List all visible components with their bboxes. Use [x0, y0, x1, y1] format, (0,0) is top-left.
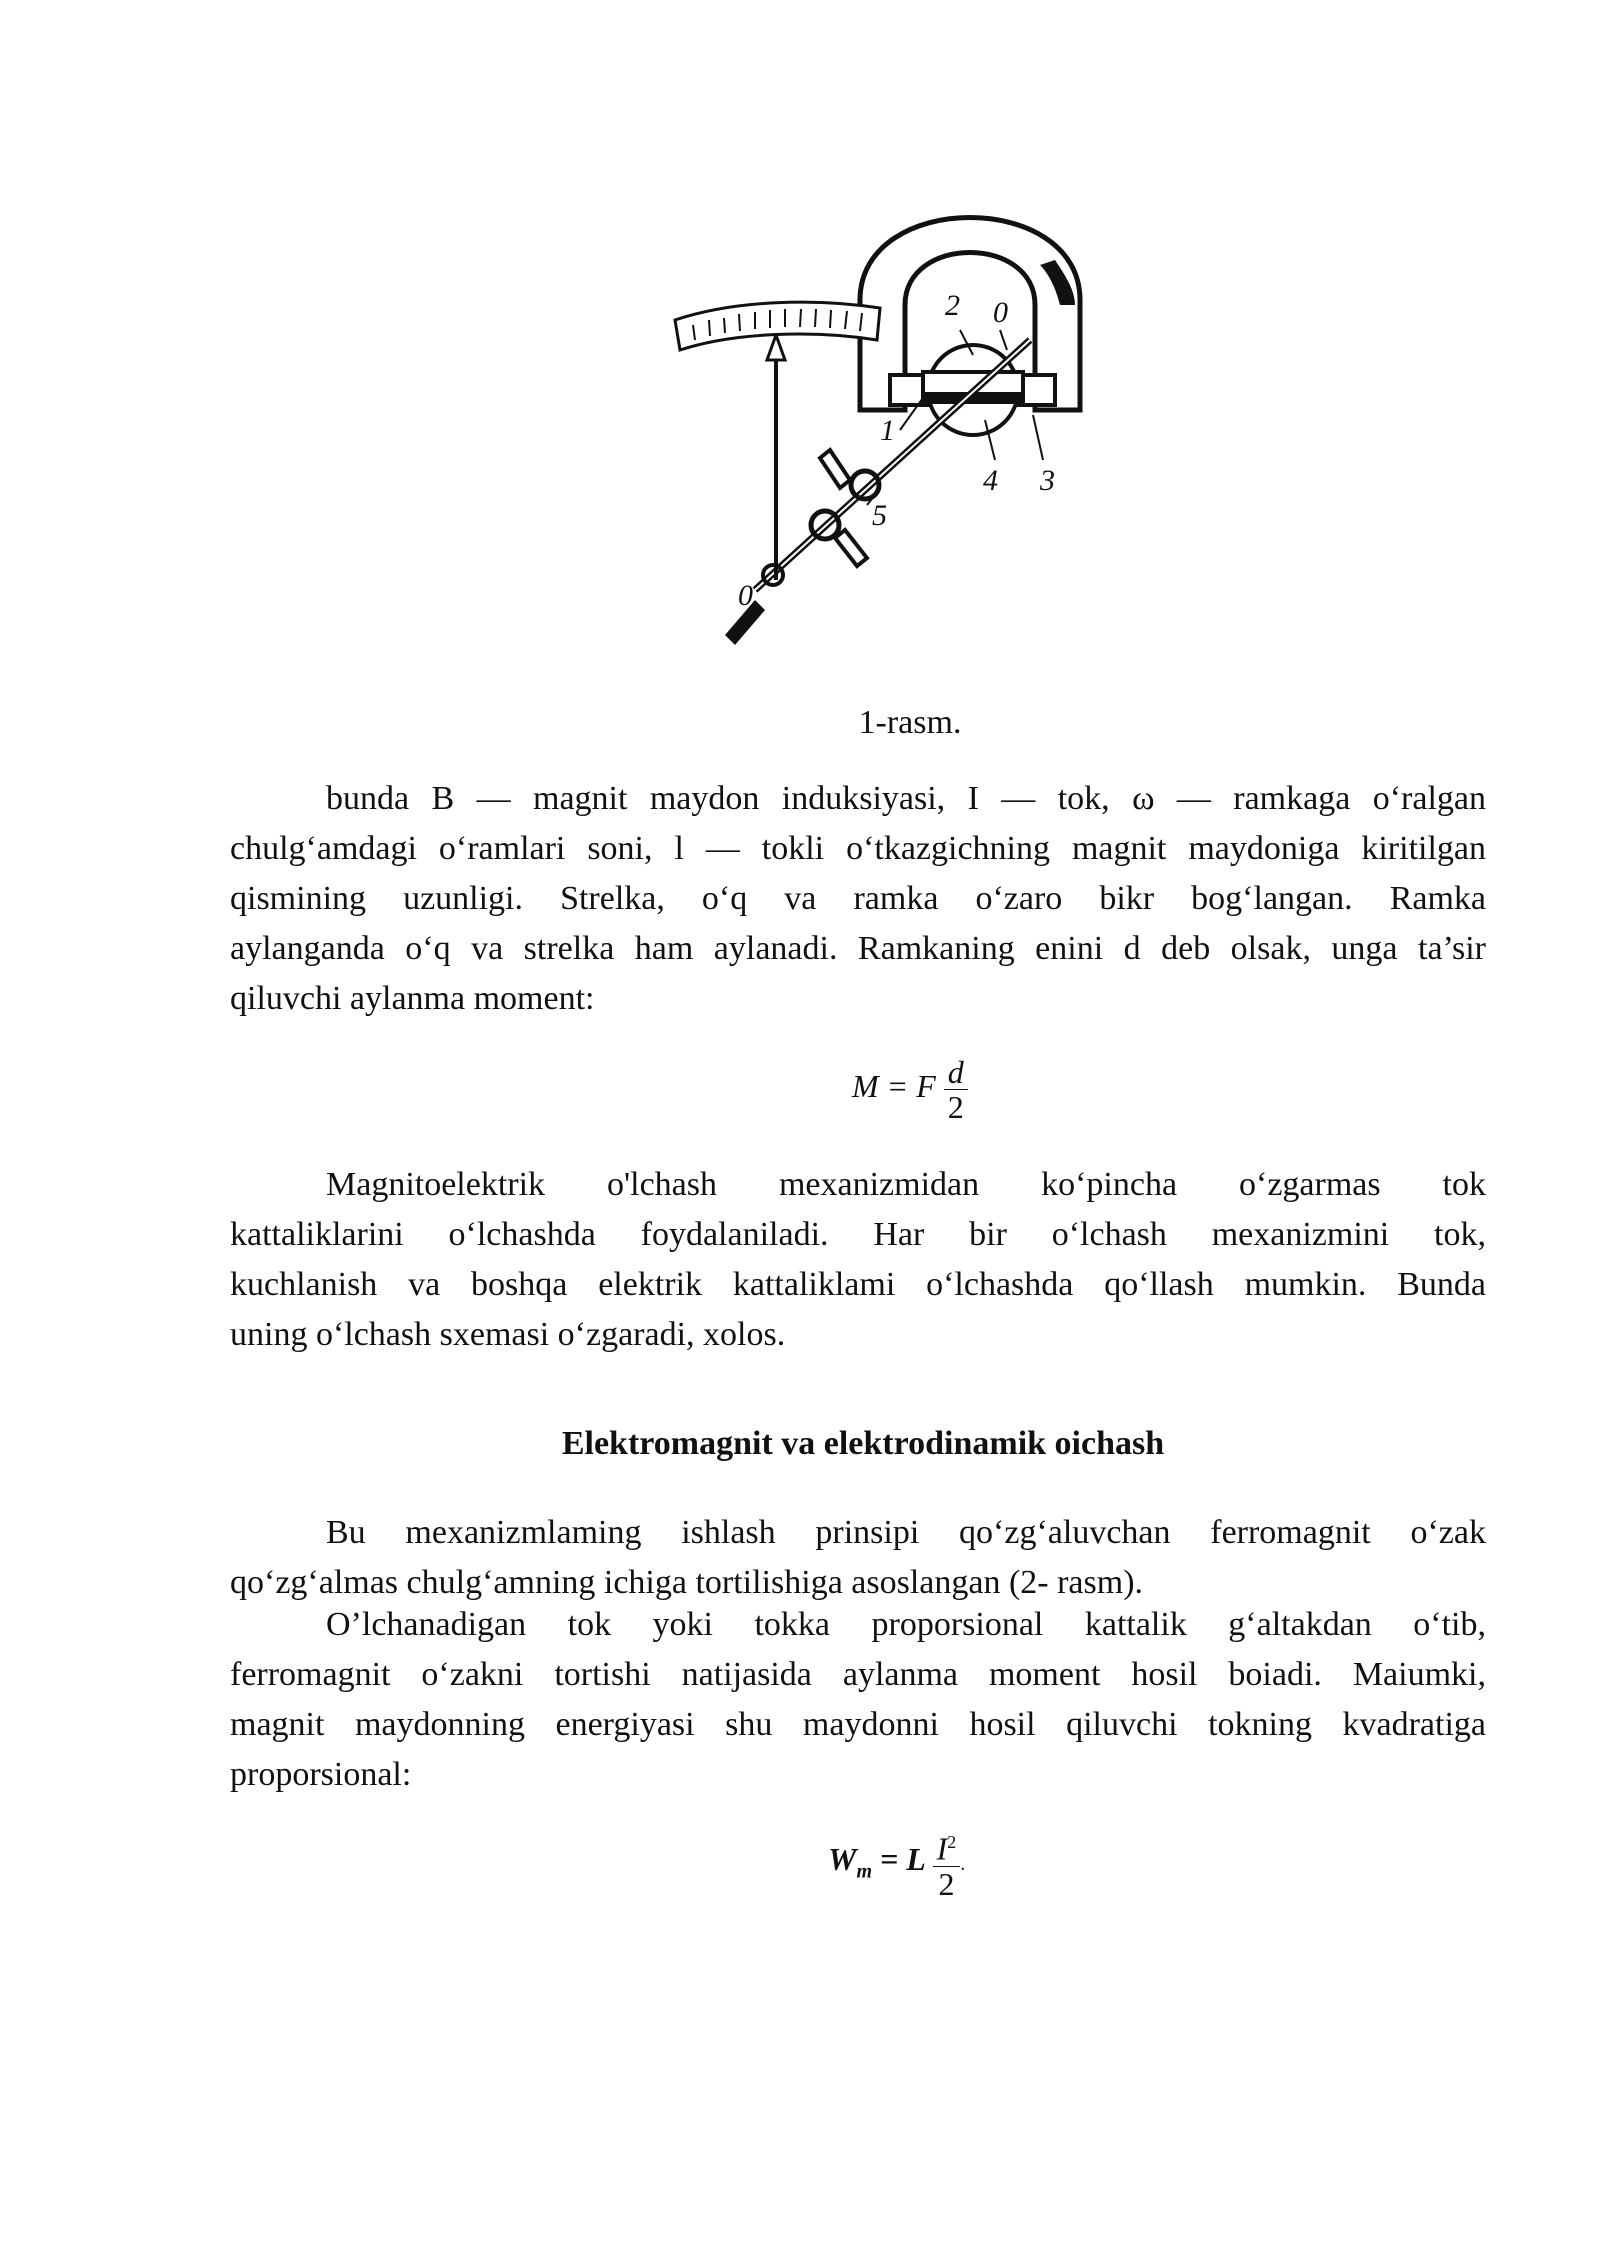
paragraph-line: bunda B — magnit maydon induksiyasi, I — tok, ω — ramkaga o‘ralgan [326, 780, 1486, 817]
paragraph-line: uning o‘lchash sxemasi o‘zgaradi, xolos. [230, 1316, 786, 1353]
paragraph-line: Bu mexanizmlaming ishlash prinsipi qo‘zg‘aluvchan ferromagnit o‘zak [326, 1514, 1486, 1551]
figure-label-3: 3 [1040, 464, 1055, 497]
paragraph-1 [230, 774, 1486, 1024]
paragraph-line: proporsional: [230, 1756, 412, 1793]
figure-label-2: 2 [945, 289, 960, 322]
figure-magnetoelectric-mechanism [655, 180, 1115, 680]
paragraph-line: Magnitoelektrik o'lchash mexanizmidan ko‘pincha o‘zgarmas tok [326, 1166, 1486, 1203]
figure-label-5: 5 [872, 499, 887, 532]
paragraph-line: magnit maydonning energiyasi shu maydonni hosil qiluvchi tokning kvadratiga [230, 1706, 1486, 1743]
paragraph-2 [230, 1160, 1486, 1360]
formula-moment: M = F $\frac{d}{2}$ [852, 1055, 968, 1124]
paragraph-line: kattaliklarini o‘lchashda foydalaniladi. Har bir o‘lchash mexanizmini tok, [230, 1216, 1486, 1253]
section-heading: Elektromagnit va elektrodinamik oichash [561, 1425, 1165, 1462]
figure-label-4: 4 [983, 464, 998, 497]
paragraph-line: qismining uzunligi. Strelka, o‘q va ramka o‘zaro bikr bog‘langan. Ramka [230, 880, 1486, 917]
paragraph-line: chulg‘amdagi o‘ramlari soni, l — tokli o‘tkazgichning magnit maydoniga kiritilgan [230, 830, 1486, 867]
paragraph-line: ferromagnit o‘zakni tortishi natijasida aylanma moment hosil boiadi. Maiumki, [230, 1656, 1486, 1693]
figure-label-0b: 0 [738, 579, 753, 612]
paragraph-line: O’lchanadigan tok yoki tokka proporsional kattalik g‘altakdan o‘tib, [326, 1606, 1486, 1643]
figure-caption: 1-rasm. [858, 704, 962, 741]
figure-label-0a: 0 [993, 296, 1008, 329]
paragraph-3 [230, 1508, 1486, 1608]
paragraph-line: aylanganda o‘q va strelka ham aylanadi. Ramkaning enini d deb olsak, unga ta’sir [230, 930, 1486, 967]
paragraph-line: qiluvchi aylanma moment: [230, 980, 595, 1017]
paragraph-line: qo‘zg‘almas chulg‘amning ichiga tortilishiga asoslangan (2- rasm). [230, 1564, 1144, 1601]
formula-energy: $W_m = L$ $\frac{I^2}{2}$ . [828, 1825, 965, 1901]
paragraph-4 [230, 1600, 1486, 1800]
figure-label-1: 1 [880, 414, 895, 447]
paragraph-line: kuchlanish va boshqa elektrik kattaliklami o‘lchashda qo‘llash mumkin. Bunda [230, 1266, 1486, 1303]
